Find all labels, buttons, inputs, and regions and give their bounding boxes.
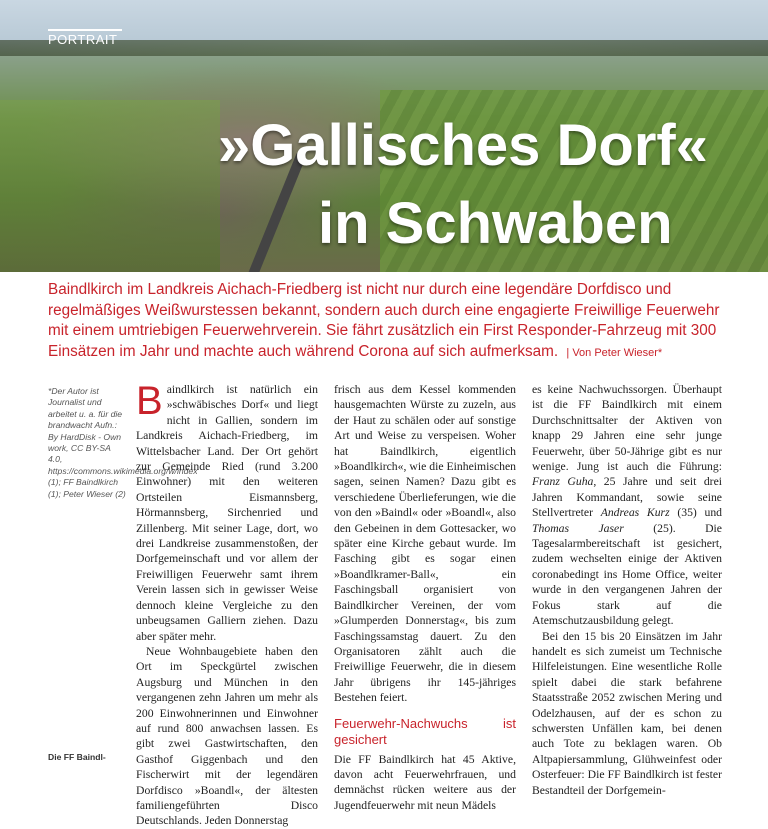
person-name: Andreas Kurz (600, 506, 670, 520)
paragraph: frisch aus dem Kessel kommenden hausgemachten Würste zu zuzeln, aus der Haut zu schälen oder auf sonstige Art und Weise zu verspeisen. Woher hat Baindlkirch, eigentlich »Boandlkirch«, wie die Einheimischen sagen, seinen Namen? Dazu gibt es verschiedene Überlieferungen, wie die von den »Baindl« oder »Boandl«, also den Gebeinen in dem Gottesacker, wo später eine Kirche gebaut wurde. Im Fasching gibt es sogar einen »Boandlkramer-Ball«, ein Faschingsball organisiert von Baindlkircher Vereinen, der vom »Glumperden Donnerstag«, bis zum Faschingssamstag dauert. Zu den Organisatoren zählt auch die Freiwillige Feuerwehr, die in diesem Jahr übrigens ihr 145-jähriges Bestehen feiert. (334, 383, 516, 705)
article-column-2 (334, 382, 516, 813)
paragraph: Die FF Baindlkirch hat 45 Aktive, davon acht Feuerwehrfrauen, und demnächst rücken weitere aus der Jugendfeuerwehr mit neun Mädels (334, 752, 516, 812)
paragraph-text: (35) und (677, 506, 723, 520)
byline: | Von Peter Wieser* (566, 346, 663, 359)
photo-caption: Die FF Baindl- (48, 752, 106, 762)
field-left (0, 100, 220, 272)
paragraph: Bei den 15 bis 20 Einsätzen im Jahr handelt es sich zumeist um Technische Hilfeleistungen. Eine wesentliche Rolle spielt dabei die stark befahrene Staatsstraße 2052 zwischen Mering und Odelzhausen, auf der es schon zu schwersten Unfällen kam, bei denen auch Tote zu beklagen waren. Ob Altpapiersammlung, Glühweinfest oder Osterfeuer: Die FF Baindlkirch ist fester Bestandteil der Dorfgemein- (532, 629, 722, 797)
paragraph-text: es keine Nachwuchssorgen. Überhaupt ist die FF Baindlkirch mit einem Durchschnittsalter der Aktiven von knapp 29 Jahren eine sehr junge Feuerwehr, über 50-Jährige gibt es nur wenige. Jung ist auch die Führung: (532, 383, 722, 474)
paragraph (136, 379, 318, 644)
article-column-3 (532, 382, 722, 798)
subheading: Feuerwehr-Nachwuchs ist gesichert (334, 715, 516, 747)
title-line-1: »Gallisches Dorf« (218, 113, 708, 178)
article-column-1 (136, 379, 318, 829)
title-line-2: in Schwaben (318, 191, 673, 256)
author-note: *Der Autor ist Journalist und arbeitet u. a. für die brandwacht Aufn.: By HardDisk - Own work, CC BY-SA 4.0, https://commons.wikimedia.org/w/index (1); FF Baindlkirch (1); Peter Wieser (2) (48, 386, 198, 499)
paragraph-text: , 25 Jahre und seit drei Jahren Kommandant, sowie seine Stellvertreter (532, 475, 722, 520)
person-name: Thomas Jaser (532, 521, 624, 535)
paragraph-text: aindlkirch ist natürlich ein »schwäbisches Dorf« und liegt nicht in Gallien, sondern im Landkreis Aichach-Friedberg, im Wittelsbacher Land. Der Ort gehört zur Gemeinde Ried (rund 3.200 Einwohner) mit den weiteren Ortsteilen Eismannsberg, Hörmannsberg, Sirchenried und Zillenberg. Mit seiner Lage, dort, wo drei Landkreise zusammenstoßen, der Dorfgemeinschaft und vor allem der Freiwilligen Feuerwehr samt ihrem Verein lassen sich in gewisser Weise dennoch kleine Vergleiche zu den unbeugsamen Galliern ziehen. Dazu aber später mehr. (136, 383, 318, 643)
paragraph: Neue Wohnbaugebiete haben den Ort im Speckgürtel zwischen Augsburg und München in den vergangenen zehn Jahren um mehr als 200 Einwohnerinnen und Einwohner auf rund 800 anwachsen lassen. Es gibt zwei Gastwirtschaften, den Gasthof Giggenbach und den Fischerwirt mit der legendären Dorfdisco »Boandl«, der ältesten familiengeführten Disco Deutschlands. Jeden Donnerstag (136, 644, 318, 828)
section-label: PORTRAIT (48, 32, 118, 47)
lead-text: Baindlkirch im Landkreis Aichach-Friedberg ist nicht nur durch eine legendäre Dorfdisco und regelmäßiges Weißwurstessen bekannt, sondern auch durch eine engagierte Freiwillige Feuerwehr mit einem umtriebigen Feuerwehrverein. Sie fährt zusätzlich ein First Responder-Fahrzeug mit 300 Einsätzen im Jahr und machte auch während Corona auf sich aufmerksam. (48, 281, 720, 360)
lead-paragraph (48, 280, 734, 363)
paragraph (532, 382, 722, 629)
paragraph-text: (25). Die Tagesalarmbereitschaft ist gesichert, zudem wechselten einige der Aktiven coronabedingt ins Home Office, weiter wurde in den vergangenen Jahren der Fokus stark auf die Atemschutzausbildung gelegt. (532, 521, 722, 628)
drop-cap: B (136, 379, 163, 423)
person-name: Franz Guha (532, 475, 594, 489)
hero-photo (0, 0, 768, 272)
